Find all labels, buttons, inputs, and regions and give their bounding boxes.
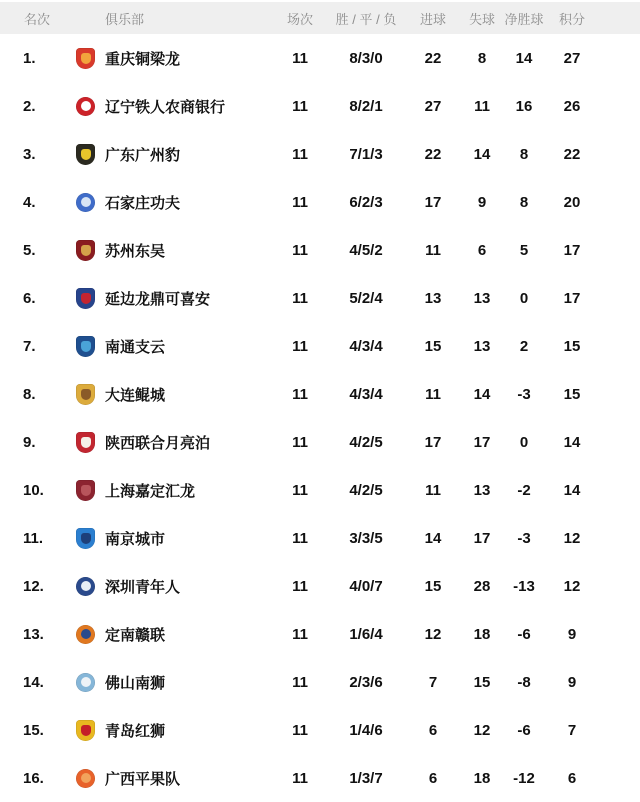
table-row[interactable] <box>0 34 640 82</box>
goals-against-cell: 9 <box>477 193 487 211</box>
goals-for-cell: 15 <box>424 337 442 355</box>
goals-for-cell: 6 <box>428 769 438 787</box>
header-played: 场次 <box>286 11 313 27</box>
goals-against-cell: 17 <box>473 529 491 547</box>
wdl-cell: 1/3/7 <box>349 769 383 787</box>
goal-diff-cell: -13 <box>513 577 535 595</box>
club-badge-core-icon <box>81 149 91 160</box>
table-row[interactable] <box>0 514 640 562</box>
club-name[interactable]: 广东广州豹 <box>105 146 181 164</box>
header-club: 俱乐部 <box>105 11 145 27</box>
goal-diff-cell: -6 <box>517 721 531 739</box>
wdl-cell: 2/3/6 <box>349 673 383 691</box>
table-row[interactable] <box>0 610 640 658</box>
club-name[interactable]: 青岛红狮 <box>105 722 166 740</box>
goals-for-cell: 11 <box>425 241 441 259</box>
club-badge-core-icon <box>81 53 91 64</box>
goal-diff-cell: 2 <box>519 337 529 355</box>
club-badge-core-icon <box>81 485 91 496</box>
played-cell: 11 <box>292 481 308 499</box>
points-cell: 9 <box>567 625 577 643</box>
rank-cell: 8. <box>23 385 36 403</box>
table-row[interactable] <box>0 562 640 610</box>
goals-against-cell: 17 <box>473 433 491 451</box>
goal-diff-cell: -3 <box>517 529 531 547</box>
played-cell: 11 <box>292 49 308 67</box>
goals-for-cell: 27 <box>424 97 442 115</box>
club-badge-icon <box>76 144 95 165</box>
wdl-cell: 1/6/4 <box>349 625 383 643</box>
club-badge-core-icon <box>81 101 91 111</box>
points-cell: 15 <box>563 385 581 403</box>
points-cell: 17 <box>563 241 581 259</box>
wdl-cell: 5/2/4 <box>349 289 383 307</box>
club-name[interactable]: 佛山南狮 <box>105 674 166 692</box>
club-badge-core-icon <box>81 437 91 448</box>
played-cell: 11 <box>292 721 308 739</box>
points-cell: 14 <box>563 481 581 499</box>
goals-for-cell: 6 <box>428 721 438 739</box>
wdl-cell: 8/3/0 <box>349 49 383 67</box>
club-cell[interactable] <box>70 624 270 645</box>
club-badge-icon <box>76 336 95 357</box>
goal-diff-cell: 8 <box>519 193 529 211</box>
club-cell[interactable] <box>70 96 270 117</box>
club-badge-icon <box>76 720 95 741</box>
club-cell[interactable] <box>70 720 270 741</box>
goals-against-cell: 15 <box>473 673 491 691</box>
goal-diff-cell: -6 <box>517 625 531 643</box>
table-row[interactable] <box>0 418 640 466</box>
goals-for-cell: 17 <box>424 433 442 451</box>
played-cell: 11 <box>292 145 308 163</box>
goal-diff-cell: 14 <box>515 49 533 67</box>
wdl-cell: 4/3/4 <box>349 337 383 355</box>
played-cell: 11 <box>292 673 308 691</box>
club-cell[interactable] <box>70 672 270 693</box>
goals-for-cell: 13 <box>424 289 442 307</box>
played-cell: 11 <box>292 241 308 259</box>
points-cell: 12 <box>563 577 581 595</box>
club-name[interactable]: 深圳青年人 <box>105 578 181 596</box>
points-cell: 26 <box>563 97 581 115</box>
rank-cell: 1. <box>23 49 36 67</box>
goals-against-cell: 8 <box>477 49 487 67</box>
club-badge-core-icon <box>81 581 91 591</box>
table-row[interactable] <box>0 370 640 418</box>
rank-cell: 13. <box>23 625 44 643</box>
club-badge-core-icon <box>81 341 91 352</box>
wdl-cell: 4/0/7 <box>349 577 383 595</box>
goal-diff-cell: 0 <box>519 289 529 307</box>
played-cell: 11 <box>292 769 308 787</box>
played-cell: 11 <box>292 193 308 211</box>
wdl-cell: 7/1/3 <box>349 145 383 163</box>
goals-for-cell: 17 <box>424 193 442 211</box>
club-badge-icon <box>76 432 95 453</box>
table-row[interactable] <box>0 82 640 130</box>
goals-against-cell: 6 <box>477 241 487 259</box>
table-body <box>0 34 640 802</box>
goals-for-cell: 22 <box>424 49 442 67</box>
table-row[interactable] <box>0 274 640 322</box>
played-cell: 11 <box>292 577 308 595</box>
rank-cell: 10. <box>23 481 44 499</box>
points-cell: 12 <box>563 529 581 547</box>
club-badge-core-icon <box>81 629 91 639</box>
goal-diff-cell: -8 <box>517 673 531 691</box>
club-badge-icon <box>76 577 95 596</box>
goals-against-cell: 18 <box>473 769 491 787</box>
rank-cell: 12. <box>23 577 44 595</box>
rank-cell: 9. <box>23 433 36 451</box>
club-badge-icon <box>76 769 95 788</box>
played-cell: 11 <box>292 97 308 115</box>
club-badge-icon <box>76 625 95 644</box>
header-wdl: 胜 / 平 / 负 <box>335 11 397 27</box>
club-cell[interactable] <box>70 480 270 501</box>
goals-against-cell: 13 <box>473 289 491 307</box>
club-badge-icon <box>76 384 95 405</box>
table-row[interactable] <box>0 466 640 514</box>
goal-diff-cell: -12 <box>513 769 535 787</box>
goals-against-cell: 13 <box>473 481 491 499</box>
points-cell: 15 <box>563 337 581 355</box>
club-name[interactable]: 苏州东吴 <box>105 242 166 260</box>
played-cell: 11 <box>292 625 308 643</box>
points-cell: 22 <box>563 145 581 163</box>
goals-against-cell: 14 <box>473 145 491 163</box>
rank-cell: 7. <box>23 337 36 355</box>
club-badge-core-icon <box>81 677 91 687</box>
club-badge-icon <box>76 480 95 501</box>
club-badge-icon <box>76 48 95 69</box>
club-badge-icon <box>76 528 95 549</box>
header-goal-diff: 净胜球 <box>504 11 544 27</box>
table-header-row <box>0 2 640 34</box>
goals-against-cell: 13 <box>473 337 491 355</box>
goals-for-cell: 22 <box>424 145 442 163</box>
club-cell[interactable] <box>70 432 270 453</box>
wdl-cell: 6/2/3 <box>349 193 383 211</box>
club-badge-core-icon <box>81 389 91 400</box>
table-row[interactable] <box>0 322 640 370</box>
header-rank: 名次 <box>24 11 51 27</box>
goals-for-cell: 7 <box>428 673 438 691</box>
wdl-cell: 4/2/5 <box>349 433 383 451</box>
header-points: 积分 <box>558 11 585 27</box>
played-cell: 11 <box>292 529 308 547</box>
club-badge-core-icon <box>81 197 91 207</box>
club-cell[interactable] <box>70 288 270 309</box>
goal-diff-cell: -2 <box>517 481 531 499</box>
club-cell[interactable] <box>70 48 270 69</box>
club-name[interactable]: 上海嘉定汇龙 <box>105 482 196 500</box>
goals-for-cell: 12 <box>424 625 442 643</box>
played-cell: 11 <box>292 433 308 451</box>
club-name[interactable]: 石家庄功夫 <box>105 194 181 212</box>
header-goals-against: 失球 <box>468 11 495 27</box>
club-badge-icon <box>76 240 95 261</box>
goals-against-cell: 18 <box>473 625 491 643</box>
wdl-cell: 8/2/1 <box>349 97 383 115</box>
club-badge-icon <box>76 97 95 116</box>
club-name[interactable]: 定南赣联 <box>105 626 166 644</box>
goals-for-cell: 11 <box>425 481 441 499</box>
rank-cell: 6. <box>23 289 36 307</box>
club-badge-icon <box>76 288 95 309</box>
played-cell: 11 <box>292 337 308 355</box>
wdl-cell: 1/4/6 <box>349 721 383 739</box>
club-cell[interactable] <box>70 528 270 549</box>
club-cell[interactable] <box>70 240 270 261</box>
points-cell: 17 <box>563 289 581 307</box>
header-goals-for: 进球 <box>419 11 446 27</box>
rank-cell: 4. <box>23 193 36 211</box>
club-badge-icon <box>76 673 95 692</box>
goal-diff-cell: 5 <box>519 241 529 259</box>
goals-against-cell: 28 <box>473 577 491 595</box>
points-cell: 6 <box>567 769 577 787</box>
table-row[interactable] <box>0 658 640 706</box>
goal-diff-cell: 0 <box>519 433 529 451</box>
club-cell[interactable] <box>70 384 270 405</box>
club-badge-core-icon <box>81 293 91 304</box>
table-row[interactable] <box>0 706 640 754</box>
points-cell: 27 <box>563 49 581 67</box>
club-cell[interactable] <box>70 192 270 213</box>
rank-cell: 2. <box>23 97 36 115</box>
goals-for-cell: 15 <box>424 577 442 595</box>
club-badge-core-icon <box>81 773 91 783</box>
club-cell[interactable] <box>70 144 270 165</box>
table-row[interactable] <box>0 754 640 802</box>
rank-cell: 16. <box>23 769 44 787</box>
played-cell: 11 <box>292 289 308 307</box>
points-cell: 9 <box>567 673 577 691</box>
club-badge-core-icon <box>81 245 91 256</box>
club-cell[interactable] <box>70 576 270 597</box>
points-cell: 7 <box>567 721 577 739</box>
points-cell: 14 <box>563 433 581 451</box>
rank-cell: 3. <box>23 145 36 163</box>
goals-against-cell: 11 <box>474 97 490 115</box>
wdl-cell: 4/2/5 <box>349 481 383 499</box>
rank-cell: 14. <box>23 673 44 691</box>
goals-against-cell: 14 <box>473 385 491 403</box>
club-name[interactable]: 南京城市 <box>105 530 166 548</box>
goal-diff-cell: 16 <box>515 97 533 115</box>
rank-cell: 11. <box>23 529 44 547</box>
club-name[interactable]: 陕西联合月亮泊 <box>105 434 211 452</box>
club-name[interactable]: 南通支云 <box>105 338 166 356</box>
played-cell: 11 <box>292 385 308 403</box>
goals-for-cell: 11 <box>425 385 441 403</box>
club-cell[interactable] <box>70 336 270 357</box>
club-name[interactable]: 广西平果队 <box>105 770 181 788</box>
club-name[interactable]: 辽宁铁人农商银行 <box>105 98 226 116</box>
club-badge-core-icon <box>81 533 91 544</box>
table-row[interactable] <box>0 130 640 178</box>
wdl-cell: 4/3/4 <box>349 385 383 403</box>
club-name[interactable]: 重庆铜梁龙 <box>105 50 181 68</box>
wdl-cell: 3/3/5 <box>349 529 383 547</box>
goal-diff-cell: -3 <box>517 385 531 403</box>
club-name[interactable]: 延边龙鼎可喜安 <box>105 290 211 308</box>
goals-for-cell: 14 <box>424 529 442 547</box>
club-badge-core-icon <box>81 725 91 736</box>
club-name[interactable]: 大连鲲城 <box>105 386 166 404</box>
goals-against-cell: 12 <box>473 721 491 739</box>
club-badge-icon <box>76 193 95 212</box>
rank-cell: 15. <box>23 721 44 739</box>
rank-cell: 5. <box>23 241 36 259</box>
club-cell[interactable] <box>70 768 270 789</box>
table-row[interactable] <box>0 226 640 274</box>
points-cell: 20 <box>563 193 581 211</box>
table-row[interactable] <box>0 178 640 226</box>
wdl-cell: 4/5/2 <box>349 241 383 259</box>
goal-diff-cell: 8 <box>519 145 529 163</box>
